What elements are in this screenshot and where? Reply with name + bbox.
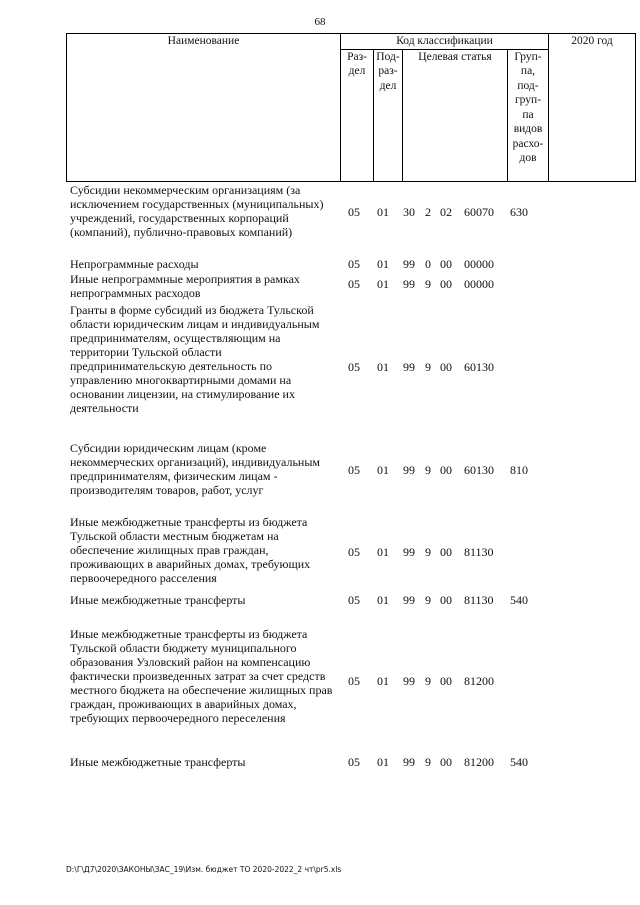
file-path-footer: D:\Г\Д7\2020\ЗАКОНЫ\ЗАС_19\Изм. бюджет ТО 2020-2022_2 чт\pr5.xls [66, 865, 342, 874]
row-target-1: 99 [403, 545, 415, 559]
row-group: 540 [510, 755, 528, 769]
row-podrazdel: 01 [377, 277, 389, 291]
row-target-2: 9 [425, 674, 431, 688]
row-target-3: 00 [440, 545, 452, 559]
row-group: 630 [510, 205, 528, 219]
row-name: Субсидии некоммерческим организациям (за исключением государственных (муниципальных) учреждений, государственных корпораций (компаний), публично-правовых компаний) [70, 183, 324, 239]
row-target-4: 81200 [464, 674, 494, 688]
row-target-3: 00 [440, 593, 452, 607]
header-classification: Код классификации [341, 34, 549, 50]
row-podrazdel: 01 [377, 755, 389, 769]
row-target-4: 81130 [464, 545, 494, 559]
row-target-4: 60130 [464, 360, 494, 374]
page-number: 68 [314, 16, 326, 28]
row-target-2: 9 [425, 755, 431, 769]
row-razdel: 05 [348, 360, 360, 374]
row-razdel: 05 [348, 545, 360, 559]
row-target-3: 00 [440, 755, 452, 769]
row-name: Непрограммные расходы [70, 257, 199, 271]
header-group: Груп- па, под- груп- па видов расхо- дов [508, 49, 549, 181]
row-target-4: 60130 [464, 463, 494, 477]
row-target-2: 9 [425, 277, 431, 291]
row-target-2: 9 [425, 545, 431, 559]
row-podrazdel: 01 [377, 360, 389, 374]
row-group: 810 [510, 463, 528, 477]
table-header [66, 33, 636, 182]
row-target-1: 99 [403, 277, 415, 291]
row-target-1: 99 [403, 463, 415, 477]
row-target-4: 00000 [464, 277, 494, 291]
row-target-4: 00000 [464, 257, 494, 271]
row-target-2: 9 [425, 593, 431, 607]
header-target: Целевая статья [403, 49, 508, 181]
row-target-4: 60070 [464, 205, 494, 219]
row-target-4: 81200 [464, 755, 494, 769]
row-target-1: 99 [403, 360, 415, 374]
row-target-1: 99 [403, 755, 415, 769]
row-target-3: 00 [440, 277, 452, 291]
row-target-3: 02 [440, 205, 452, 219]
row-target-2: 9 [425, 463, 431, 477]
header-podrazdel: Под- раз- дел [374, 49, 403, 181]
header-year: 2020 год [549, 34, 636, 182]
row-razdel: 05 [348, 205, 360, 219]
row-name: Иные межбюджетные трансферты [70, 593, 246, 607]
row-podrazdel: 01 [377, 257, 389, 271]
row-name: Иные межбюджетные трансферты из бюджета Тульской области местным бюджетам на обеспечение жилищных прав граждан, проживающих в аварийных домах, требующих первоочередного расселения [70, 515, 311, 585]
row-target-3: 00 [440, 463, 452, 477]
row-razdel: 05 [348, 593, 360, 607]
row-podrazdel: 01 [377, 674, 389, 688]
header-razdel: Раз- дел [341, 49, 374, 181]
row-target-1: 99 [403, 593, 415, 607]
row-podrazdel: 01 [377, 593, 389, 607]
header-name: Наименование [67, 34, 341, 182]
row-name: Иные непрограммные мероприятия в рамках непрограммных расходов [70, 272, 300, 300]
row-podrazdel: 01 [377, 205, 389, 219]
row-name: Гранты в форме субсидий из бюджета Тульской области юридическим лицам и индивидуальным предпринимателям, осуществляющим на территории Тульской области предпринимательскую деятельность по управлению многоквартирными домами на основании лицензии, на стимулирование их деятельности [70, 303, 320, 415]
row-target-3: 00 [440, 674, 452, 688]
row-target-4: 81130 [464, 593, 494, 607]
row-name: Субсидии юридическим лицам (кроме некоммерческих организаций), индивидуальным предпринимателям, физическим лицам - производителям товаров, работ, услуг [70, 441, 320, 497]
row-razdel: 05 [348, 755, 360, 769]
row-group: 540 [510, 593, 528, 607]
row-podrazdel: 01 [377, 463, 389, 477]
row-target-1: 99 [403, 257, 415, 271]
row-razdel: 05 [348, 674, 360, 688]
row-target-1: 30 [403, 205, 415, 219]
row-target-2: 0 [425, 257, 431, 271]
row-name: Иные межбюджетные трансферты [70, 755, 246, 769]
row-razdel: 05 [348, 277, 360, 291]
row-target-2: 2 [425, 205, 431, 219]
row-razdel: 05 [348, 463, 360, 477]
row-target-3: 00 [440, 257, 452, 271]
row-razdel: 05 [348, 257, 360, 271]
row-target-1: 99 [403, 674, 415, 688]
row-name: Иные межбюджетные трансферты из бюджета Тульской области бюджету муниципального образования Узловский район на компенсацию фактически произведенных затрат за счет средств местного бюджета на обеспечение жилищных прав граждан, проживающих в аварийных домах, требующих первоочередного переселения [70, 627, 333, 725]
row-target-3: 00 [440, 360, 452, 374]
row-podrazdel: 01 [377, 545, 389, 559]
row-target-2: 9 [425, 360, 431, 374]
